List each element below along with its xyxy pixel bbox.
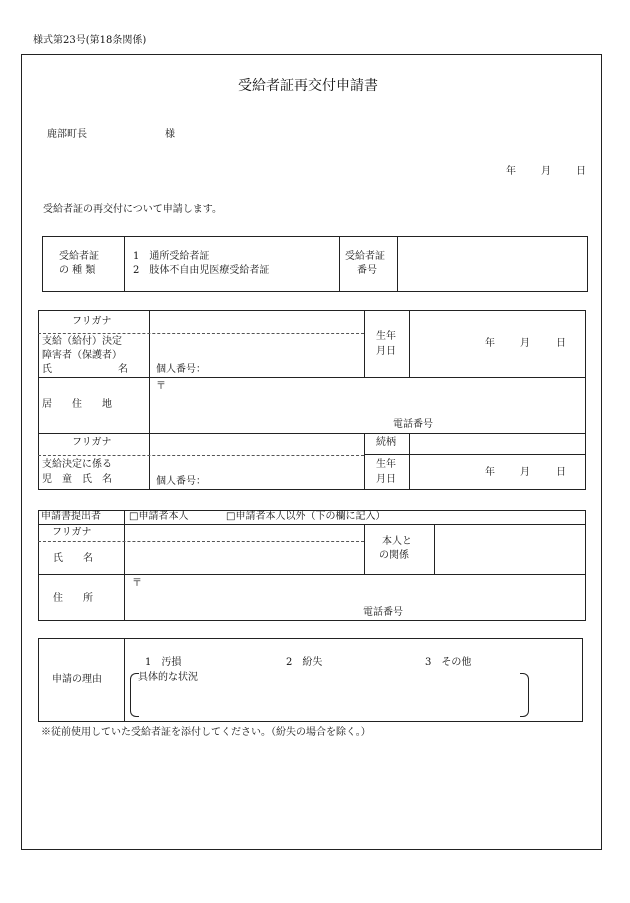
reason-bracket-right [520,673,529,717]
form-title: 受給者証再交付申請書 [238,78,378,94]
applicant-birth-day: 日 [556,338,566,349]
cert-type-option-2[interactable]: 2 肢体不自由児医療受給者証 [133,265,270,276]
child-name-label-1: 支給決定に係る [42,459,112,470]
child-birth-label-2: 月日 [376,474,396,485]
applicant-birth-year: 年 [485,338,495,349]
reason-detail-label: 具体的な状況 [138,672,198,683]
submitter-address-field[interactable] [125,575,585,620]
child-name-label-2: 児 童 氏 名 [42,474,112,485]
applicant-phone-label: 電話番号 [393,419,433,430]
date-day-label: 日 [576,166,586,177]
submitter-option-self[interactable]: □申請者本人 [129,511,189,522]
submitter-relation-field[interactable] [435,525,585,573]
submitter-name-label: 氏 名 [53,553,93,564]
applicant-address-field[interactable] [150,378,585,432]
child-birth-month: 月 [520,467,530,478]
addressee-name: 鹿部町長 [47,129,87,140]
submitter-furigana-label: フリガナ [52,527,92,538]
applicant-birth-label-1: 生年 [376,331,396,342]
applicant-name-label-3b: 名 [118,364,128,375]
applicant-name-field[interactable] [150,334,363,376]
applicant-birth-month: 月 [520,338,530,349]
applicant-birth-label-2: 月日 [376,346,396,357]
child-birth-label-1: 生年 [376,459,396,470]
submitter-address-label: 住 所 [53,593,93,604]
addressee-honorific: 様 [165,129,175,140]
child-name-field[interactable] [150,456,363,489]
submitter-label: 申請書提出者 [41,511,101,522]
intro-text: 受給者証の再交付について申請します。 [43,204,222,215]
child-mynumber-label: 個人番号： [156,476,206,487]
applicant-furigana-label: フリガナ [72,316,112,327]
applicant-name-label-1: 支給（給付）決定 [42,336,122,347]
applicant-postal-mark: 〒 [156,381,166,392]
attachment-note: ※従前使用していた受給者証を添付してください。（紛失の場合を除く。） [41,727,371,738]
child-furigana-field[interactable] [150,434,363,454]
child-relation-field[interactable] [410,434,585,453]
form-number: 様式第23号(第18条関係) [33,35,147,46]
child-relation-label: 続柄 [376,437,396,448]
reason-option-3[interactable]: 3 その他 [425,657,472,668]
submitter-relation-label-1: 本人と [382,536,412,547]
submitter-postal-mark: 〒 [132,578,142,589]
reason-option-2[interactable]: 2 紛失 [286,657,323,668]
cert-number-label-2: 番号 [357,265,377,276]
date-year-label: 年 [506,166,516,177]
cert-type-label-2: の 種 類 [59,265,96,276]
reason-label: 申請の理由 [52,674,102,685]
reason-option-1[interactable]: 1 汚損 [145,657,182,668]
applicant-mynumber-label: 個人番号： [156,364,206,375]
submitter-furigana-field[interactable] [125,525,363,540]
submitter-name-field[interactable] [125,543,363,573]
date-month-label: 月 [541,166,551,177]
applicant-name-label-3a: 氏 [42,364,52,375]
submitter-option-other[interactable]: □申請者本人以外（下の欄に記入） [226,511,386,522]
cert-number-label-1: 受給者証 [345,251,385,262]
applicant-name-label-2: 障害者（保護者） [42,350,122,361]
child-furigana-label: フリガナ [72,437,112,448]
applicant-furigana-field[interactable] [150,311,363,332]
cert-number-field[interactable] [398,237,587,291]
applicant-address-label: 居 住 地 [42,399,112,410]
submitter-phone-label: 電話番号 [363,607,403,618]
reason-detail-field[interactable] [140,686,518,714]
submitter-relation-label-2: の関係 [379,550,409,561]
cert-type-option-1[interactable]: 1 通所受給者証 [133,251,210,262]
cert-type-label-1: 受給者証 [59,251,99,262]
child-birth-day: 日 [556,467,566,478]
child-birth-year: 年 [485,467,495,478]
